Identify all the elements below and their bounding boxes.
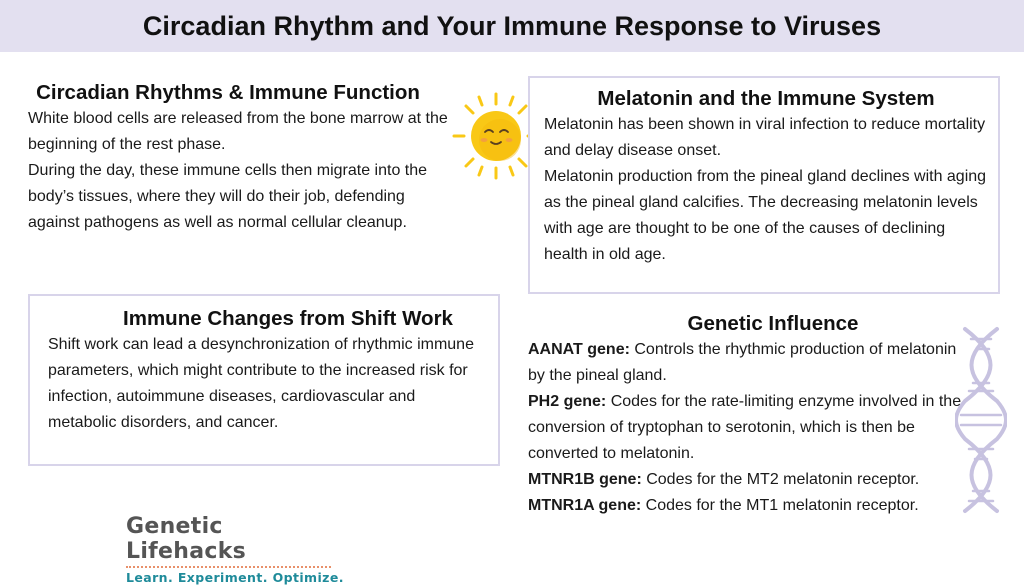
section-genetic-influence	[528, 311, 968, 519]
gene-name: AANAT gene:	[528, 341, 630, 358]
logo-title: Genetic Lifehacks	[126, 514, 247, 564]
section-heading: Circadian Rhythms & Immune Function	[36, 81, 420, 104]
gene-name: PH2 gene:	[528, 393, 607, 410]
gene-description: Codes for the MT2 melatonin receptor.	[641, 471, 920, 488]
paragraph: Melatonin has been shown in viral infection to reduce mortality and delay disease onset.	[544, 116, 986, 159]
gene-name: MTNR1B gene:	[528, 471, 642, 488]
paragraph: During the day, these immune cells then migrate into the body’s tissues, where they will do their job, defending against pathogens as well as normal cellular cleanup.	[28, 162, 428, 231]
section-shift-work	[28, 294, 500, 466]
section-heading: Genetic Influence	[687, 312, 859, 335]
gene-description: Codes for the MT1 melatonin receptor.	[641, 497, 919, 514]
gene-name: MTNR1A gene:	[528, 497, 642, 514]
paragraph: Shift work can lead a desynchronization of rhythmic immune parameters, which might contribute to the increased risk for infection, autoimmune diseases, cardiovascular and metabolic disorders, and cancer.	[48, 336, 474, 431]
gene-item-ph2	[528, 389, 968, 467]
section-heading: Melatonin and the Immune System	[597, 87, 935, 110]
gene-item-mtnr1b	[528, 467, 968, 493]
gene-description: Controls the rhythmic production of melatonin by the pineal gland.	[528, 341, 957, 384]
paragraph: White blood cells are released from the bone marrow at the beginning of the rest phase.	[28, 110, 448, 153]
section-circadian-rhythms	[28, 80, 448, 236]
dna-icon	[955, 325, 1007, 515]
logo-divider	[126, 566, 331, 568]
gene-item-mtnr1a	[528, 493, 968, 519]
gene-item-aanat	[528, 337, 968, 389]
section-melatonin-immune	[528, 76, 1000, 294]
brand-logo	[126, 514, 346, 585]
page-title: Circadian Rhythm and Your Immune Response to Viruses	[142, 10, 882, 41]
title-bar	[0, 0, 1024, 52]
logo-tagline: Learn. Experiment. Optimize.	[126, 570, 344, 585]
gene-description: Codes for the rate-limiting enzyme involved in the conversion of tryptophan to serotonin, which is then be converted to melatonin.	[528, 393, 962, 462]
paragraph: Melatonin production from the pineal gland declines with aging as the pineal gland calcifies. The decreasing melatonin levels with age are thought to be one of the causes of declining health in old age.	[544, 168, 987, 263]
section-heading: Immune Changes from Shift Work	[123, 307, 453, 330]
